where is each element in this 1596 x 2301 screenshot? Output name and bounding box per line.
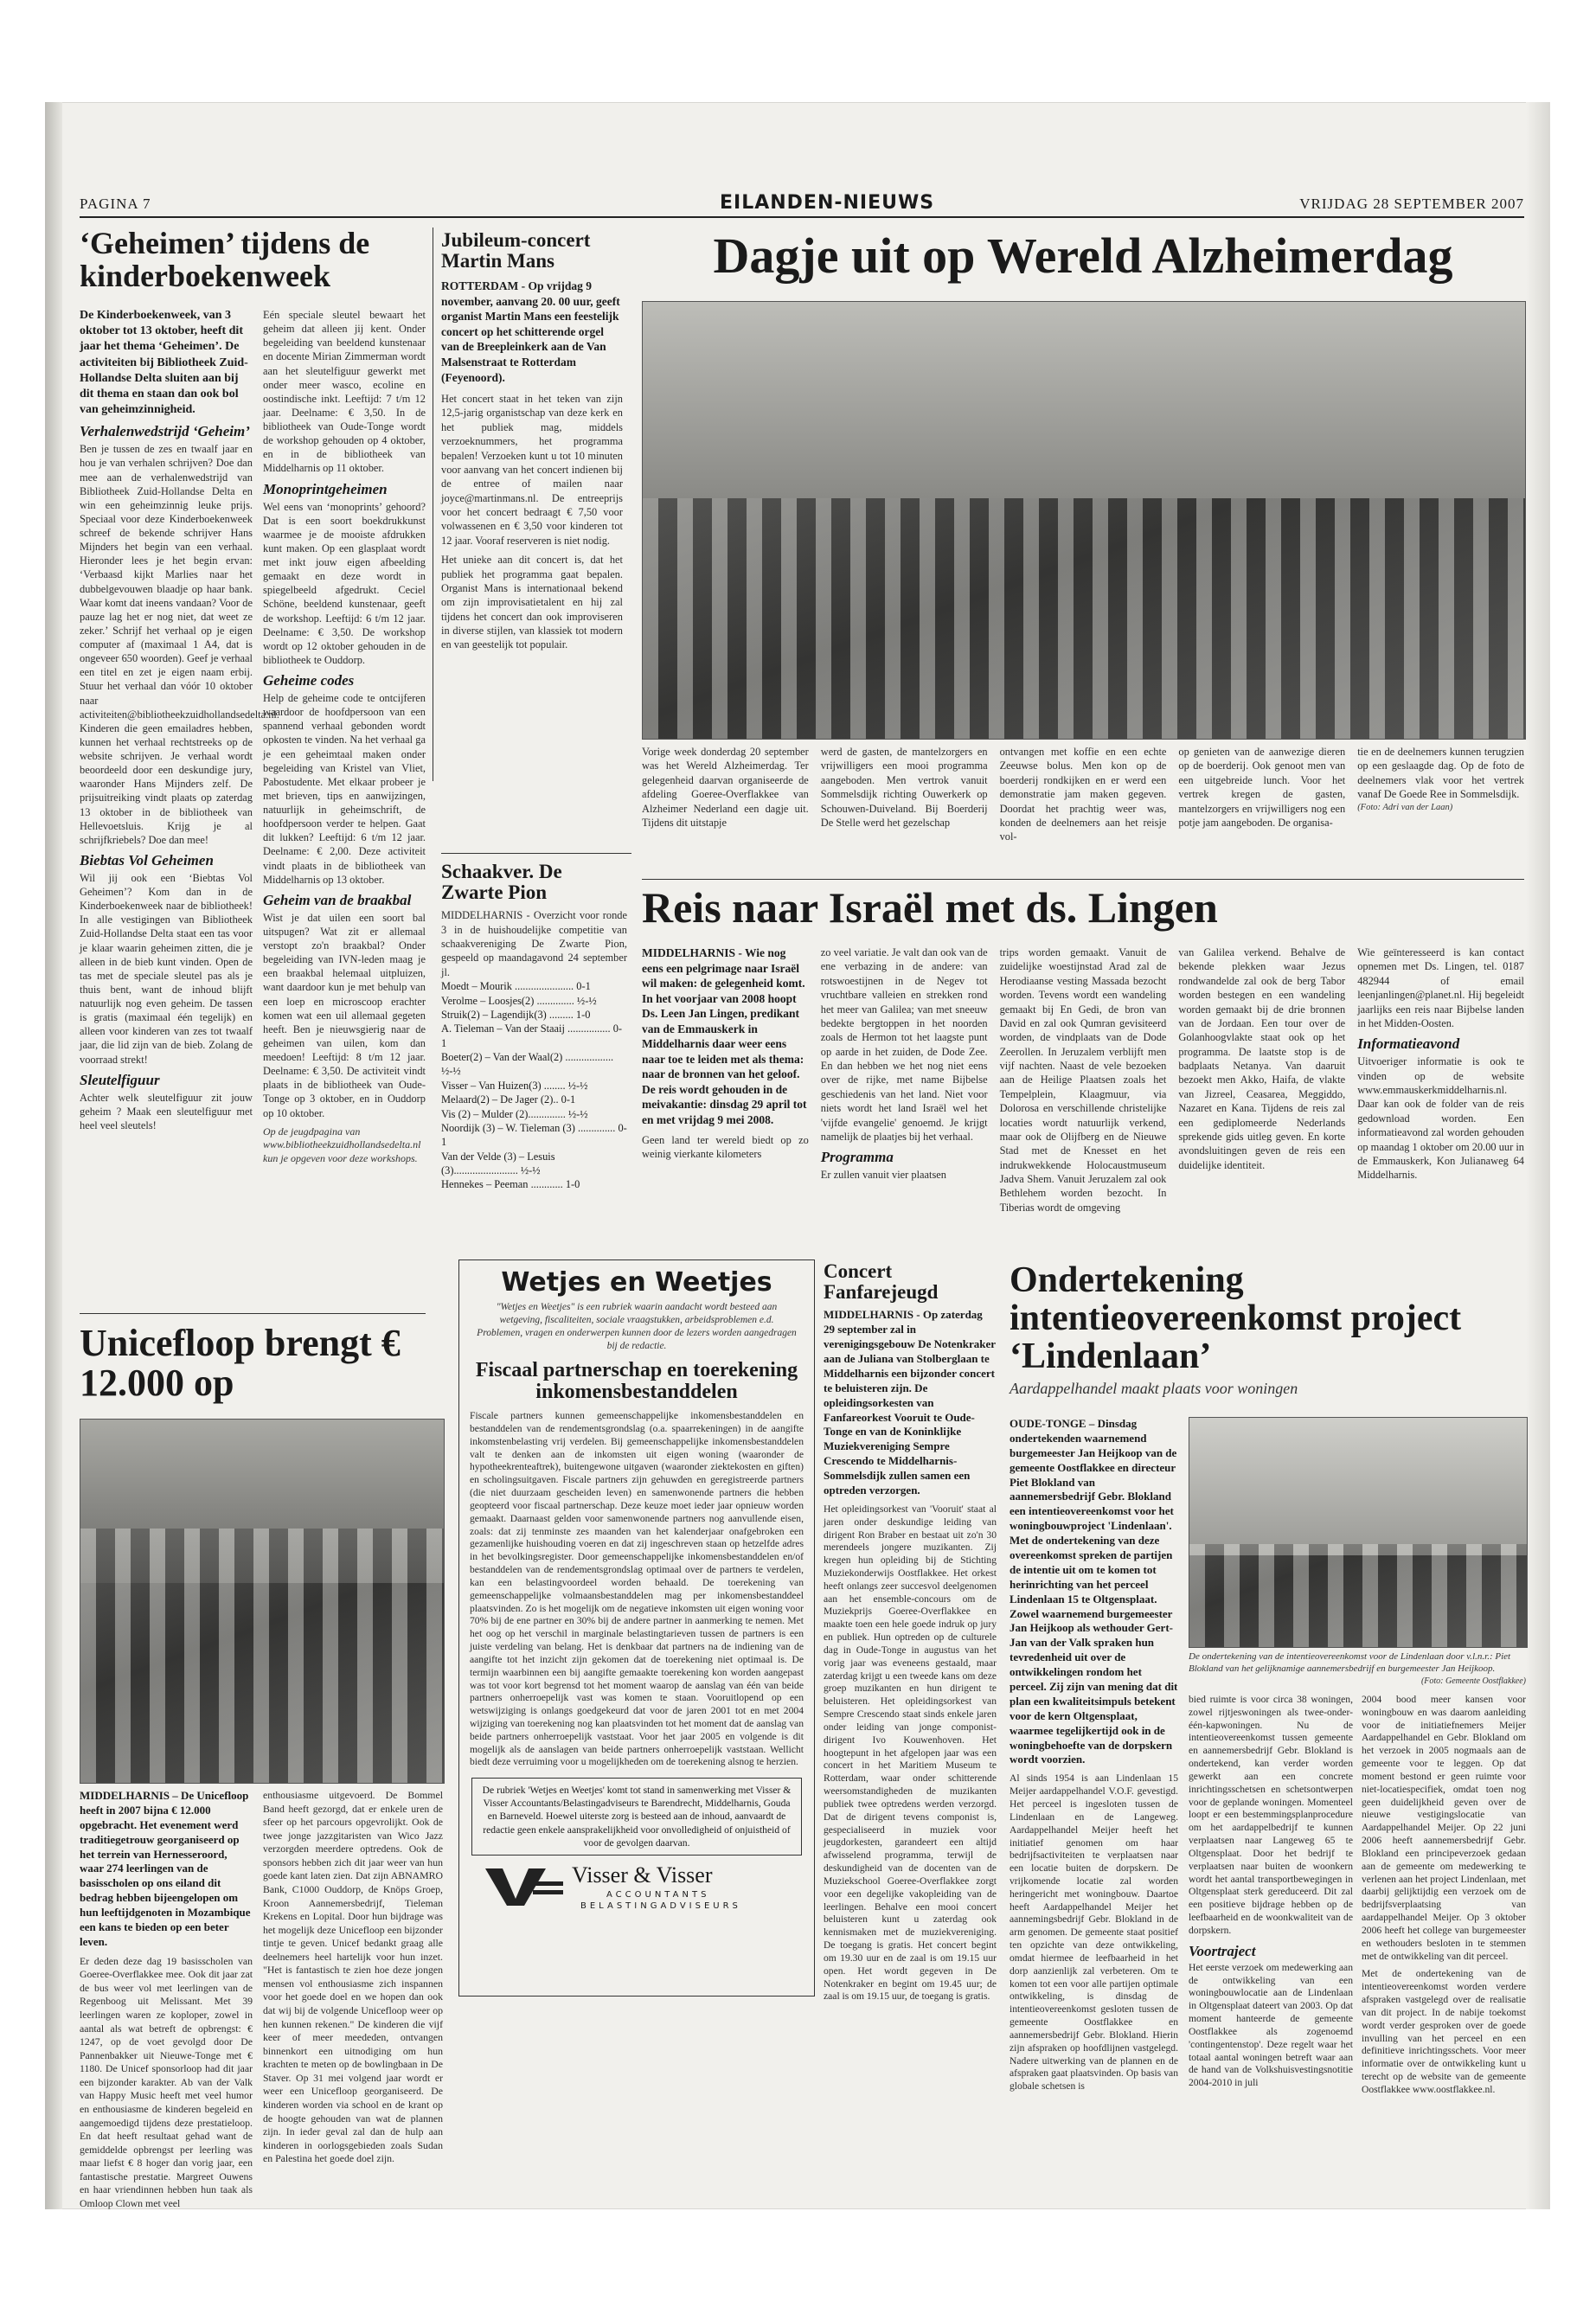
israel-text xyxy=(642,945,1524,1215)
israel-col2: zo veel variatie. Je valt dan ook van de ene verbazing in de andere: van rotswoestijnen in de Negev tot vruchtbare valleien en strekken rond het meer van Galilea; van met sneeuw bedekte bergtoppen in het noorden zoals de Hermon tot het laagste punt op aarde in het zuiden, de Dode Zee. En dan hebben we het nog niet eens over de rijke, met name Bijbelse geschiedenis van het land. Niet voor niets wordt het land Israël wel het 'vijfde evangelie' genoemd. Je krijgt namelijk de plaatjes bij het verhaal. xyxy=(820,946,988,1143)
alzheimer-title: Dagje uit op Wereld Alzheimerdag xyxy=(713,228,1453,284)
unicef-photo xyxy=(80,1419,445,1784)
lindenlaan-caption: De ondertekening van de intentieovereenkomst voor de Lindenlaan door v.l.n.r.: Piet Blokland van het gelijknamige aannemersbedrijf en burgemeester Jan Heijkoop. xyxy=(1189,1651,1511,1675)
section-rule xyxy=(441,853,631,854)
wetjes-p1: Fiscale partners kunnen gemeenschappelijke inkomensbestanddelen en bestanddelen van de rendementsgrondslag (o.a. spaarrekeningen) in de aangifte inkomstenbelasting vrij verdelen. Bij gemeenschappelijke inkomensbestanddelen valt te denken aan de inkomsten uit eigen woning (waaronder de hypotheekrenteaftrek), buitengewone uitgaven (waaronder ziektekosten en giften) en scholingsuitgaven. Fiscale partners zijn gehuwden en geregistreerde partners (die niet duurzaam gescheiden leven) en samenwonende partners die hebben geopteerd voor fiscaal partnerschap. Deze keuze moet ieder jaar opnieuw worden gemaakt. Daarnaast gelden voor samenwonende partners nog aanvullende eisen, zoals: dat zij tenminste zes maanden van het kalenderjaar onafgebroken een gezamenlijke huishouding voeren en dat zij ingeschreven staan op hetzelfde adres in het bevolkingsregister. Door gemeenschappelijke inkomensbestanddelen en/of bestanddelen van de rendementsgrondslag optimaal over de partners te verdelen, kan een belastingvoordeel worden behaald. De toerekening van gemeenschappelijke volmaansbestanddelen mag per inkomensbestanddeel plaatsvinden. Zo is het mogelijk om de negatieve inkomsten uit eigen woning voor 70% bij de ene partner en 30% bij de andere partner in aanmerking te nemen. Met het oog op het verschil in marginale belastingtarieven tussen de partners is een juiste verdeling van belang. Het is denkbaar dat partners na de indiening van de aangifte tot het inzicht zijn gekomen dat de toerekening niet optimaal is. De termijn waarbinnen een bij aangifte gemaakte toerekening kon worden aangepast was tot voor kort begrensd tot het moment waarop de aanslag van één van beide partners onherroepelijk vast was komen te staan. Vooruitlopend op een wetswijziging is onlangs goedgekeurd dat voor de jaren 2001 tot en met 2004 wijziging van toerekening nog kan plaatsvinden tot het moment dat de aanslag van beide partners onherroepelijk vaststaat. Voor het jaar 2005 en volgende is dit mogelijk als de aanslagen van beide partners onherroepelijk vaststaan. Wellicht biedt deze verruiming voor u mogelijkheden om de toerekening alsnog te herzien. xyxy=(470,1410,804,1768)
alzheimer-col4: op genieten van de aanwezige dieren op de boerderij. Ook genoot men van een uitgebreide lunch. Voor het vertrek kregen de gasten, mantelzorgers en vrijwilligers nog een potje jam aangeboden. De organisa- xyxy=(1178,746,1346,829)
unicef-col2 xyxy=(263,1789,443,2166)
unicef-lead: MIDDELHARNIS – De Unicefloop heeft in 2007 bijna € 12.000 opgebracht. Het evenement werd traditiegetrouw georganiseerd op het terrein van Hernesseroord, waar 274 leerlingen van de basisscholen op ons eiland dit bedrag hebben bijeengelopen om hun leeftijdgenoten in Mozambique een kans te bieden op een beter leven. xyxy=(80,1789,251,1948)
schaak-result: Moedt – Mourik ...................... 0-1 xyxy=(441,980,591,993)
schaak-result: A. Tieleman – Van der Staaij ................ 0-1 xyxy=(441,1022,623,1049)
alzheimer-col5: tie en de deelnemers kunnen terugzien op een geslaagde dag. Op de foto de deelnemers vlak voor het vertrek vanaf De Goede Ree in Sommelsdijk. xyxy=(1357,746,1524,801)
schaak-result: Melaard(2) – De Jager (2).. 0-1 xyxy=(441,1093,576,1106)
lindenlaan-p2: bied ruimte is voor circa 38 woningen, zowel rijtjeswoningen als twee-onder-één-kapwoningen. Nu de intentieovereenkomst tussen gemeente en aannemersbedrijf Gebr. Blokland is ondertekend, kan verder worden gewerkt aan een concrete inrichtingsschetsen en schetsontwerpen voor de geplande woningen. Momenteel loopt er een bestemmingsplanprocedure om het aardappelbedrijf te kunnen verplaatsen naar Langeweg 65 te Oltgensplaat. Door het bedrijf te verplaatsen naar buiten de woonkern wordt het aantal transportbewegingen in Oltgensplaat sterk gereduceerd. Dit zal een positieve bijdrage hebben op de leefbaarheid en de woonkwaliteit van de dorpskern. xyxy=(1189,1694,1353,1936)
alzheimer-text xyxy=(642,745,1524,844)
unicef-p2: enthousiasme uitgevoerd. De Bommel Band heeft gezorgd, dat er enkele uren de sfeer op het parcours opgevrolijkt. Ook de twee jonge jazzgitaristen van Wico Jazz verzorgden meerdere optredens. Ook de sponsors hebben zich dit jaar weer van hun goede kant laten zien. Dat zijn ABNAMRO Bank, C1000 Ouddorp, de Knöps Groep, Kroon Aannemersbedrijf, Tieleman Krekens en Lopital. Door hun bijdrage was het mogelijk deze Unicefloop een bijzonder tintje te geven. Unicef bedankt graag alle deelnemers heel hartelijk voor hun inzet. "Het is fantastisch te zien hoe deze jongen mensen vol enthousiasme zich inspannen voor het goede doel en we hopen dan ook dat wij bij de volgende Unicefloop weer op hen kunnen rekenen." De kinderen die vijf keer of meer meededen, ontvangen binnenkort een uitnodiging om hun krachten te meten op de bowlingbaan in De Staver. Op 31 mei volgend jaar wordt er weer een Unicefloop georganiseerd. De kinderen worden via school en de krant op de hoogte gehouden van wat de plannen zijn. In ieder geval zal dan de hulp aan kinderen in oorlogsgebieden zoals Sudan en Palestina het goede doel zijn. xyxy=(263,1789,443,2165)
kinderboek-sub1: Verhalenwedstrijd ‘Geheim’ xyxy=(80,423,250,440)
wetjes-note: De rubriek 'Wetjes en Weetjes' komt tot stand in samenwerking met Visser & Visser Accountants/Belastingadviseurs te Barendrecht, Middelharnis, Gouda en Barneveld. Hoewel uiterste zorg is besteed aan de inhoud, aanvaardt de redactie geen enkele aansprakelijkheid voor onvolledigheid of onjuistheid of voor de gevolgen daarvan. xyxy=(471,1778,802,1855)
photo-background xyxy=(643,302,1525,498)
visser-logo-icon xyxy=(485,1864,563,1907)
alzheimer-article xyxy=(642,230,1524,283)
photo-background xyxy=(1189,1418,1527,1555)
israel-lead: MIDDELHARNIS - Wie nog eens een pelgrimage naar Israël wil maken: de gelegenheid komt. In het voorjaar van 2008 hoopt Ds. Leen Jan Lingen, predikant van de Emmauskerk in Middelharnis daar weer eens naar toe te leiden met als thema: naar de bronnen van het geloof. De reis wordt gehouden in de meivakantie: dinsdag 29 april tot en met vrijdag 9 mei 2008. xyxy=(642,946,807,1127)
alzheimer-col5-wrap xyxy=(1357,745,1524,844)
israel-title: Reis naar Israël met ds. Lingen xyxy=(642,883,1218,932)
schaak-article xyxy=(441,862,627,1192)
kinderboek-sub2: Biebtas Vol Geheimen xyxy=(80,851,214,868)
wetjes-box xyxy=(458,1259,815,1997)
lindenlaan-photo xyxy=(1189,1417,1528,1648)
schaak-result: Boeter(2) – Van der Waal(2) .................. ½-½ xyxy=(441,1051,614,1078)
kinderboek-sub6: Geheim van de braakbal xyxy=(263,891,412,908)
fanfare-p1: Het opleidingsorkest van 'Vooruit' staat al jaren onder deskundige leiding van dirigent Ron Braber en bestaat uit zo'n 30 merendeels jongere muzikanten. Zij kregen hun opleiding bij de Stichting Muziekonderwijs Oostflakkee. Het orkest heeft onlangs zeer succesvol deelgenomen aan het ensemble-concours om de Muziekprijs Goeree-Overflakkee en maakte toen een hele goede indruk op jury en publiek. Hun optreden op de culturele dag in Oude-Tonge in augustus van het vorig jaar was eveneens gestaald, maar zaterdag krijgt u een tweede kans om deze groep muzikanten en hun dirigent te beluisteren. Het opleidingsorkest van Sempre Crescendo staat sinds enkele jaren onder leiding van jonge componist-dirigent Ivo Kouwenhoven. Het hoogtepunt in het afgelopen jaar was een concert in het Maritiem Museum te Rotterdam, waar onder schitterende weersomstandigheden de muzikanten publiek twee optredens werden verzorgd. Dat de dirigent tevens componist is, gespecialiseerd in muziek voor jeugdorkesten, garandeert een altijd afwisselend programma, terwijl de deskundigheid van de docenten van de Muziekschool Goeree-Overflakkee zorgt voor een degelijke vakopleiding van de leerlingen. Behalve een mooi concert beluisteren kunt u zaterdag ook kennismaken met de muziekvereniging. De toegang is gratis. Het concert begint om 19.30 uur en de zaal is om 19.15 uur open. Het wordt gegeven in De Notenkraker en begint om 19.45 uur; de zaal is om 19.15 uur, de toegang is gratis. xyxy=(824,1503,997,2003)
page-fold xyxy=(1526,102,1550,2209)
israel-sub: Programma xyxy=(820,1149,894,1166)
schaak-results xyxy=(441,979,627,1192)
fanfare-lead: MIDDELHARNIS - Op zaterdag 29 september zal in verenigingsgebouw De Notenkraker aan de Juliana van Stolberglaan te Middelharnis een bijzonder concert te beluisteren zijn. De opleidingsorkesten van Fanfareorkest Vooruit te Oude-Tonge en van de Koninklijke Muziekvereniging Sempre Crescendo te Middelharnis-Sommelsdijk zullen samen een optreden verzorgen. xyxy=(824,1308,996,1497)
israel-article xyxy=(642,885,1524,931)
schaak-result: Hennekes – Peeman ............ 1-0 xyxy=(441,1178,580,1191)
lindenlaan-p1: Al sinds 1954 is aan Lindenlaan 15 Meijer aardappelhandel V.O.F. gevestigd. Het perceel is ingesloten tussen de Lindenlaan en de Langeweg. Aardappelhandel Meijer heeft het initiatief genomen om haar bedrijfsactiviteiten te verplaatsen naar een locatie buiten de dorpskern. De vrijkomende locatie zal worden heringericht met woningbouw. Daartoe heeft Aardappelhandel Meijer het aannemingsbedrijf Gebr. Blokland in de arm genomen. De gemeente staat positief ten opzichte van deze ontwikkeling, omdat hiermee de leefbaarheid in het dorp aanzienlijk zal verbeteren. Om te komen tot een voor alle partijen optimale ontwikkeling, is dinsdag de intentieovereenkomst gesloten tussen de gemeente Oostflakkee en aannemersbedrijf Gebr. Blokland. Hierin zijn afspraken op hoofdlijnen vastgelegd. Nadere uitwerking van de plannen en de afspraken gaat plaatsvinden. Op basis van globale schetsen is xyxy=(1010,1772,1178,2093)
visser-logo-name: Visser & Visser xyxy=(572,1862,713,1888)
unicef-article xyxy=(80,1324,443,1403)
jubileum-lead: ROTTERDAM - Op vrijdag 9 november, aanvang 20. 00 uur, geeft organist Martin Mans een feestelijk concert op het schitterende orgel van de Breepleinkerk aan de Van Malsenstraat te Rotterdam (Feyenoord). xyxy=(441,279,620,384)
kinderboek-col2-p2: Wel eens van ‘monoprints’ gehoord? Dat is een soort boekdrukkunst waarmee je de mooiste afdrukken kunt maken. Op een glasplaat wordt met inkt jouw eigen afbeelding gemaakt en deze wordt in spiegelbeeld afgedrukt. Ceciel Schöne, beeldend kunstenaar, geeft de workshop. Leeftijd: 6 t/m 12 jaar. Deelname: € 3,50. De workshop wordt op 12 oktober gehouden in de bibliotheek te Ouddorp. xyxy=(263,500,426,666)
alzheimer-credit: (Foto: Adri van der Laan) xyxy=(1357,802,1453,812)
lindenlaan-col1 xyxy=(1010,1417,1178,2093)
israel-p1: Geen land ter wereld biedt op zo weinig vierkante kilometers xyxy=(642,1133,809,1160)
fanfare-article xyxy=(824,1261,997,2003)
kinderboek-col2 xyxy=(263,308,426,1165)
newspaper-page xyxy=(45,102,1550,2209)
alzheimer-group-photo xyxy=(642,301,1526,740)
israel-col2-end: Er zullen vanuit vier plaatsen xyxy=(820,1169,946,1182)
israel-sub2: Informatieavond xyxy=(1357,1035,1460,1053)
jubileum-p2: Het unieke aan dit concert is, dat het publiek het programma gaat bepalen. Organist Mans is internationaal bekend om zijn improvisatietalent en hij zal tijdens het concert dan ook improviseren in diverse stijlen, van klassiek tot modern en van geestelijk tot populair. xyxy=(441,554,623,651)
unicef-col1 xyxy=(80,1789,253,2210)
alzheimer-col1: Vorige week donderdag 20 september was het Wereld Alzheimerdag. Ter gelegenheid daarvan organiseerde de afdeling Goeree-Overflakkee van Alzheimer Nederland een dagje uit. Tijdens dit uitstapje xyxy=(642,746,809,829)
jubileum-p1: Het concert staat in het teken van zijn 12,5-jarig organistschap van deze kerk en het publiek mag, middels verzoeknummers, het programma bepalen! Verzoeken kunt u tot 10 minuten voor aanvang van het concert indienen bij de entree of mailen naar joyce@martinmans.nl. De entreeprijs voor het concert bedraagt € 7,50 voor volwassenen en € 3,50 voor kinderen tot 12 jaar. Vooraf reserveren is niet nodig. xyxy=(441,393,623,547)
kinderboek-col2-p4: Wist je dat uilen een soort bal uitspugen? Wat zit er allemaal verstopt zo'n braakbal? Onder begeleiding van IVN-leden maag je een braakbal helemaal uitpluizen, want daardoor kun je met behulp van een loep en microscoop erachter komen wat een uil allemaal gegeten heeft. Ben je nieuwsgierig naar de geheimen van uilen, kom dan meedoen! Leeftijd: 8 t/m 12 jaar. Deelname: € 3,50. De activiteit vindt plaats in de bibliotheek van Oude-Tonge op 3 oktober, en in Ouddorp op 10 oktober. xyxy=(263,911,426,1119)
visser-logo-line3: BELASTINGADVISEURS xyxy=(580,1900,741,1911)
fanfare-title: Concert Fanfarejeugd xyxy=(824,1260,939,1304)
alzheimer-col3: ontvangen met koffie en een echte Zeeuwse bolus. Men kon op de boerderij rondkijken en er werd een demonstratie jam maken gegeven. Doordat het prachtig weer was, konden de deelnemers aan het reisje vol- xyxy=(999,746,1167,843)
page-header xyxy=(80,194,1524,218)
unicef-title: Unicefloop brengt € 12.000 op xyxy=(80,1322,401,1405)
israel-col3: trips worden gemaakt. Vanuit de zuidelijke woestijnstad Arad zal de Herodiaanse vesting Massada bezocht worden. Tevens wordt een wandeling gemaakt bij En Gedi, de bron van David en zal ook Qumran gevisiteerd worden, de vindplaats van de Dode Zeerollen. In Jeruzalem verblijft men vijf nachten. Naast de vele bezoeken aan de Heilige Plaatsen zoals het Tempelplein, Klaagmuur, via Dolorosa en verschillende christelijke locaties wordt natuurlijk verkend, maar ook de Olijfberg en de Nieuwe Stad met de Knesset en het indrukwekkende Holocaustmuseum Jadva Shem. Vanuit Jeruzalem zal ook Bethlehem worden bezocht. In Tiberias wordt de omgeving xyxy=(999,946,1167,1214)
schaak-result: Struik(2) – Lagendijk(3) ......... 1-0 xyxy=(441,1008,591,1021)
lindenlaan-p5: Met de ondertekening van de intentieovereenkomst worden verdere afspraken vastgelegd over de realisatie van dit project. In de nabije toekomst wordt verder gesproken over de goede invulling van het perceel en een definitieve inrichtingsschets. Voor meer informatie over de ontwikkeling kunt u terecht op de website van de gemeente Oostflakkee www.oostflakkee.nl. xyxy=(1362,1968,1526,2095)
page-date: VRIJDAG 28 SEPTEMBER 2007 xyxy=(1299,195,1524,212)
lindenlaan-col2 xyxy=(1189,1694,1353,2090)
kinderboek-lead: De Kinderboekenweek, van 3 oktober tot 13 oktober, heeft dit jaar het thema ‘Geheimen’. De activiteiten bij Bibliotheek Zuid-Hollandse Delta sluiten aan bij dit thema en staan dan ook bol van geheimzinnigheid. xyxy=(80,309,248,417)
masthead: EILANDEN-NIEUWS xyxy=(720,192,935,214)
schaak-result: Visser – Van Huizen(3) ........ ½-½ xyxy=(441,1079,588,1092)
photo-runners xyxy=(80,1529,444,1783)
page-number: PAGINA 7 xyxy=(80,195,151,212)
schaak-title: Schaakver. De Zwarte Pion xyxy=(441,861,562,904)
lindenlaan-caption-wrap xyxy=(1189,1650,1526,1687)
jubileum-article xyxy=(441,230,623,652)
lindenlaan-col3 xyxy=(1362,1694,1526,2097)
israel-col5b: Uitvoeriger informatie is ook te vinden op de website www.emmauskerkmiddelharnis.nl. Daar kan ook de folder van de reis gedownload worden. Een informatieavond zal worden gehouden op maandag 1 oktober om 20.00 uur in de Emmauskerk, Kon Julianaweg 64 Middelharnis. xyxy=(1357,1055,1524,1182)
kinderboek-p2: Wil jij ook een ‘Biebtas Vol Geheimen’? Kom dan in de Kinderboekenweek naar de bibliotheek! In alle vestigingen van Bibliotheek Zuid-Hollandse Delta staat een tas voor je klaar waarin geheimen zitten, die je alleen in de bieb kunt vinden. Open de tas met de speciale sleutel pas als je thuis bent, want de inhoud blijft natuurlijk nog even geheim. De tassen is gratis (maximaal één tegelijk) en alleen voor kinderen van zes tot twaalf jaar, die lid zijn van de bieb. Zolang de voorraad strekt! xyxy=(80,871,253,1066)
alzheimer-col2: werd de gasten, de mantelzorgers en vrijwilligers een mooi programma aangeboden. Men vertrok vanuit Sommelsdijk richting Ouwerkerk op Schouwen-Duiveland. Bij Boerderij De Stelle werd het gezelschap xyxy=(820,746,988,829)
kinderboek-footnote: Op de jeugdpagina van www.bibliotheekzuidhollandsedelta.nl kun je opgeven voor deze workshops. xyxy=(263,1125,421,1164)
kinderboek-p1: Ben je tussen de zes en twaalf jaar en hou je van verhalen schrijven? Doe dan mee aan de verhalenwedstrijd van Bibliotheek Zuid-Hollandse Delta en win een geheimzinnig leuke prijs. Speciaal voor deze Kinderboekenweek schreef de bekende schrijver Hans Mijnders het begin van een verhaal. Hieronder lees je het begin ervan: ‘Verbaasd kijkt Marlies naar het dubbelgevouwen blaadje op haar bank. Waar komt dat ineens vandaan? Voor de pauze lag het er nog niet, dat weet ze zeker.’ Schrijf het verhaal op je eigen computer af (maximaal 1 A4, dat is ongeveer 650 woorden). Geef je verhaal een titel en zet je eigen naam erbij. Stuur het verhaal dan vóór 10 oktober naar activiteiten@bibliotheekzuidhollandsedelta.nl. Kinderen die geen emailadres hebben, kunnen het verhaal rechtstreeks op de website schrijven. Je verhaal wordt beoordeeld door een deskundige jury, waaronder Hans Mijnders zelf. De prijsuitreiking vindt plaats op zaterdag 13 oktober in de bibliotheek van Hellevoetsluis. Krijg je al schrijfkriebels? Doe dan mee! xyxy=(80,443,279,846)
wetjes-subtitle: Fiscaal partnerschap en toerekening inkomensbestanddelen xyxy=(475,1358,798,1403)
schaak-result: Van der Velde (3) – Lesuis (3)........................ ½-½ xyxy=(441,1150,555,1177)
page-spine xyxy=(45,102,62,2209)
lindenlaan-subtitle: Aardappelhandel maakt plaats voor woningen xyxy=(1010,1380,1298,1398)
jubileum-title: Jubileum-concert Martin Mans xyxy=(441,229,591,272)
kinderboek-article xyxy=(80,228,426,293)
israel-col5: Wie geïnteresseerd is kan contact opnemen met Ds. Lingen, tel. 0187 482944 of email leenjanlingen@planet.nl. Hij begeleidt jaarlijks een reis naar Bijbelse landen in het Midden-Oosten. xyxy=(1357,946,1524,1029)
wetjes-intro: "Wetjes en Weetjes" is een rubriek waarin aandacht wordt besteed aan wetgeving, fiscaliteiten, sociale vraagstukken, arbeidsproblemen e.d. Problemen, vragen en onderwerpen kunnen door de lezers worden aangedragen bij de redactie. xyxy=(477,1302,797,1351)
israel-col4: van Galilea verkend. Behalve de bekende plekken waar Jezus rondwandelde zal ook de berg Tabor worden bestegen en een wandeling worden gemaakt bij de drie bronnen van de Jordaan. Een tour over de Golanhoogvlakte staat ook op het programma. De laatste stop is de badplaats Netanya. Van daaruit bezoekt men Akko, Haifa, de vlakte van Jizreel, Ceasarea, Meggiddo, Nazaret en Kana. Tijdens de reis zal een gediplomeerde Nederlands sprekende gids uitleg geven. En korte avondsluitingen geven de reis een duidelijke identiteit. xyxy=(1178,946,1346,1171)
lindenlaan-credit: (Foto: Gemeente Oostflakkee) xyxy=(1420,1676,1526,1686)
section-rule xyxy=(642,879,1524,880)
section-rule xyxy=(80,1313,426,1314)
lindenlaan-p3: Het eerste verzoek om medewerking aan de ontwikkeling van een woningbouwlocatie aan de Lindenlaan in Oltgensplaat dateert van 2003. Op dat moment hanteerde de gemeente Oostflakkee als zogenoemd 'contingentenstop'. Deze regelt waar het totaal aantal woningen betreft waar aan de hand van de Volkshuisvestingsnotitie 2004-2010 in juli xyxy=(1189,1961,1353,2089)
kinderboek-title: ‘Geheimen’ tijdens de kinderboekenweek xyxy=(80,226,370,293)
schaak-result: Vis (2) – Mulder (2).............. ½-½ xyxy=(441,1107,588,1120)
lindenlaan-lead: OUDE-TONGE – Dinsdag ondertekenden waarnemend burgemeester Jan Heijkoop van de gemeente Oostflakkee en directeur Piet Blokland van aannemersbedrijf Gebr. Blokland een intentieovereenkomst voor het woningbouwproject 'Lindenlaan'. Met de ondertekening van deze overeenkomst spreken de partijen de intentie uit om te komen tot herinrichting van het perceel Lindenlaan 15 te Oltgensplaat. Zowel waarnemend burgemeester Jan Heijkoop als wethouder Gert-Jan van der Valk spraken hun tevredenheid uit over de ontwikkelingen rondom het perceel. Zij zijn van mening dat dit plan een kwaliteitsimpuls betekent voor de kern Oltgensplaat, waarmee tegelijkertijd ook in de woningbehoefte van de dorpskern wordt voorzien. xyxy=(1010,1417,1178,1766)
kinderboek-col2-p3: Help de geheime code te ontcijferen waardoor de hoofdpersoon van een spannend verhaal gebonden wordt opkosten te vinden. Na het verhaal ga je een geheimtaal maken onder begeleiding van Kristel van Vliet, Pabostudente. Met elkaar probeer je met brieven, tips en aanwijzingen, natuurlijk in geheimschrift, de hoofdpersoon verder te helpen. Gaat dit lukken? Leeftijd: 6 t/m 12 jaar. Deelname: € 2,00. Deze activiteit vindt plaats in de bibliotheek van Middelharnis op 13 oktober. xyxy=(263,692,426,886)
kinderboek-sub3: Sleutelfiguur xyxy=(80,1071,160,1088)
kinderboek-p3: Achter welk sleutelfiguur zit jouw geheim ? Maak een sleutelfiguur met heel veel sleutels! xyxy=(80,1091,253,1131)
wetjes-title: Wetjes en Weetjes xyxy=(501,1267,772,1298)
photo-people xyxy=(643,498,1525,739)
schaak-result: Verolme – Loosjes(2) .............. ½-½ xyxy=(441,994,597,1007)
lindenlaan-title: Ondertekening intentieovereenkomst project ‘Lindenlaan’ xyxy=(1010,1260,1462,1377)
israel-col2-wrap xyxy=(821,945,988,1215)
lindenlaan-article xyxy=(1010,1261,1529,1400)
unicef-p1: Er deden deze dag 19 basisscholen van Goeree-Overflakkee mee. Ook dit jaar zat de bus weer vol met leerlingen van de Regenboog uit Melissant. Met 39 leerlingen waren ze koploper, zowel in aantal als wat betreft de opbrengst: € 1247, op de voet gevolgd door De Pannenbakker uit Nieuwe-Tonge met € 1180. De Unicef sponsorloop had dit jaar een bijzonder karakter. Ab van der Valk van Happy Music heeft met veel humor en enthousiasme de kinderen begeleid en aangemoedigd tijdens deze prestatieloop. En dat heeft resultaat gehad want de gemiddelde opbrengst per leerling was maar liefst € 8 hoger dan vorig jaar, een fantastische prestatie. Margreet Ouwens en haar vriendinnen hebben hun taak als Omloop Clown met veel xyxy=(80,1954,253,2209)
schaak-result: Noordijk (3) – W. Tieleman (3) .............. 0-1 xyxy=(441,1121,627,1149)
kinderboek-col1 xyxy=(80,308,279,1132)
israel-col1 xyxy=(642,945,809,1215)
schaak-lead: MIDDELHARNIS - Overzicht voor ronde 3 in de huishoudelijke competitie van schaakvereniging De Zwarte Pion, gespeeld op maandagavond 24 september jl. xyxy=(441,909,627,978)
visser-logo-line2: ACCOUNTANTS xyxy=(606,1889,710,1900)
lindenlaan-sub: Voortraject xyxy=(1189,1942,1256,1959)
visser-logo xyxy=(485,1861,788,1913)
israel-col5-wrap xyxy=(1357,945,1524,1215)
kinderboek-sub4: Monoprintgeheimen xyxy=(263,480,388,497)
kinderboek-sub5: Geheime codes xyxy=(263,672,355,689)
lindenlaan-p4: 2004 bood meer kansen voor woningbouw en was daarom aanleiding voor de initiatiefnemers Meijer Aardappelhandel en Gebr. Blokland om het verzoek in 2005 nogmaals aan de gemeente voor te leggen. Op dat moment bestond er geen ruimte voor niet-locatiespecifiek, omdat toen nog geen duidelijkheid geven over de nieuwe vestigingslocatie van Aardappelhandel Meijer. Op 22 juni 2006 heeft aannemersbedrijf Gebr. Blokland een principeverzoek gedaan aan de gemeente om medewerking te verlenen aan het project Lindenlaan, met daarbij gelijktijdig een verzoek om de bedrijfsverplaatsing van aardappelhandel Meijer. Op 3 oktober 2006 heeft het college van burgemeester en wethouders besloten in te stemmen met de ontwikkeling van dit perceel. xyxy=(1362,1694,1526,1962)
photo-signing xyxy=(1189,1544,1527,1647)
kinderboek-col2-p1: Eén speciale sleutel bewaart het geheim dat alleen jij kent. Onder begeleiding van beeldend kunstenaar en docente Mirian Zimmerman wordt aan het sleutelfiguur gewerkt met onder meer wasco, ecoline en oostindische inkt. Leeftijd: 7 t/m 12 jaar. Deelname: € 3,50. In de bibliotheek van Oude-Tonge wordt de workshop gehouden op 4 oktober, en in de bibliotheek van Middelharnis op 11 oktober. xyxy=(263,309,426,475)
